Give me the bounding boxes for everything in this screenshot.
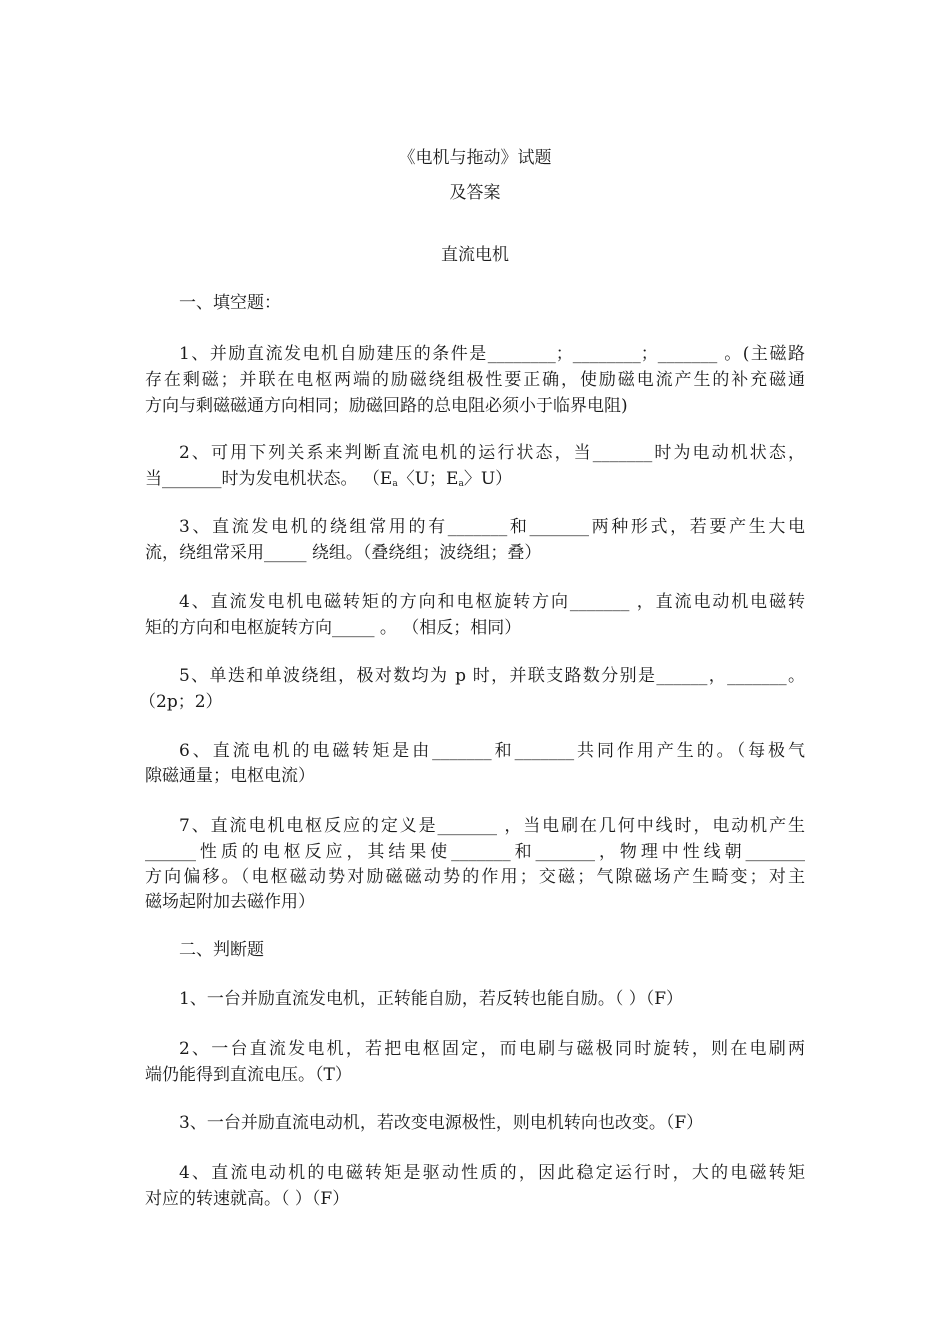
q1-line-1: 1、并励直流发电机自励建压的条件是________；________；_______ 。(主磁路 <box>179 344 805 364</box>
q6-line-2: 隙磁通量；电枢电流） <box>145 766 315 786</box>
q7-line-3: 方向偏移。（电枢磁动势对励磁磁动势的作用；交磁；气隙磁场产生畸变；对主 <box>145 867 805 887</box>
chapter-title: 直流电机 <box>441 245 509 265</box>
q5-line-2: （2p；2） <box>139 692 223 712</box>
q3-line-1: 3、直流发电机的绕组常用的有_______和_______两种形式，若要产生大电 <box>179 517 805 537</box>
q2-line-1-text: 2、可用下列关系来判断直流电机的运行状态，当_______时为电动机状态， <box>179 443 805 463</box>
section-heading-fill-blank: 一、填空题： <box>179 293 281 313</box>
q2-line-1 <box>179 441 805 465</box>
q7-line-2: ______性质的电枢反应，其结果使_______和_______，物理中性线朝_______ <box>145 842 805 862</box>
tf4-line-2: 对应的转速就高。（ ）（F） <box>145 1189 350 1209</box>
tf4-line-1: 4、直流电动机的电磁转矩是驱动性质的，因此稳定运行时，大的电磁转矩 <box>179 1163 805 1183</box>
q1-line-2: 存在剩磁；并联在电枢两端的励磁绕组极性要正确，使励磁电流产生的补充磁通 <box>145 370 805 390</box>
q7-line-1: 7、直流电机电枢反应的定义是_______ ，当电刷在几何中线时，电动机产生 <box>179 816 805 836</box>
q2-line-2-b: 〈U；E <box>397 469 459 489</box>
q2-line-2-c: 〉U） <box>463 469 513 489</box>
tf3-line-1: 3、一台并励直流电动机，若改变电源极性，则电机转向也改变。（F） <box>179 1113 704 1133</box>
q2-sub-2: a <box>458 479 464 489</box>
q5-line-1: 5、单迭和单波绕组，极对数均为 p 时，并联支路数分别是______，_______。 <box>179 666 805 686</box>
q6-line-1: 6、直流电机的电磁转矩是由_______和_______共同作用产生的。（每极气 <box>179 741 805 761</box>
q2-line-2-a: 当_______时为发电机状态。 （E <box>145 469 393 489</box>
q4-line-1: 4、直流发电机电磁转矩的方向和电枢旋转方向_______ ，直流电动机电磁转 <box>179 592 805 612</box>
doc-subtitle: 及答案 <box>449 183 501 203</box>
tf2-line-1: 2、一台直流发电机，若把电枢固定，而电刷与磁极同时旋转，则在电刷两 <box>179 1039 805 1059</box>
q2-sub-1: a <box>392 479 398 489</box>
q7-line-4: 磁场起附加去磁作用） <box>145 892 315 912</box>
tf2-line-2: 端仍能得到直流电压。（T） <box>145 1065 352 1085</box>
q4-line-2: 矩的方向和电枢旋转方向_____ 。 （相反；相同） <box>145 618 522 638</box>
q2-line-2 <box>145 467 512 491</box>
q3-line-2: 流，绕组常采用_____ 绕组。（叠绕组；波绕组；叠） <box>145 543 542 563</box>
tf1-line-1: 1、一台并励直流发电机，正转能自励，若反转也能自励。（ ）（F） <box>179 989 684 1009</box>
doc-title: 《电机与拖动》试题 <box>398 148 552 168</box>
section-heading-true-false: 二、判断题 <box>179 940 264 960</box>
q1-line-3: 方向与剩磁磁通方向相同；励磁回路的总电阻必须小于临界电阻) <box>145 396 628 416</box>
